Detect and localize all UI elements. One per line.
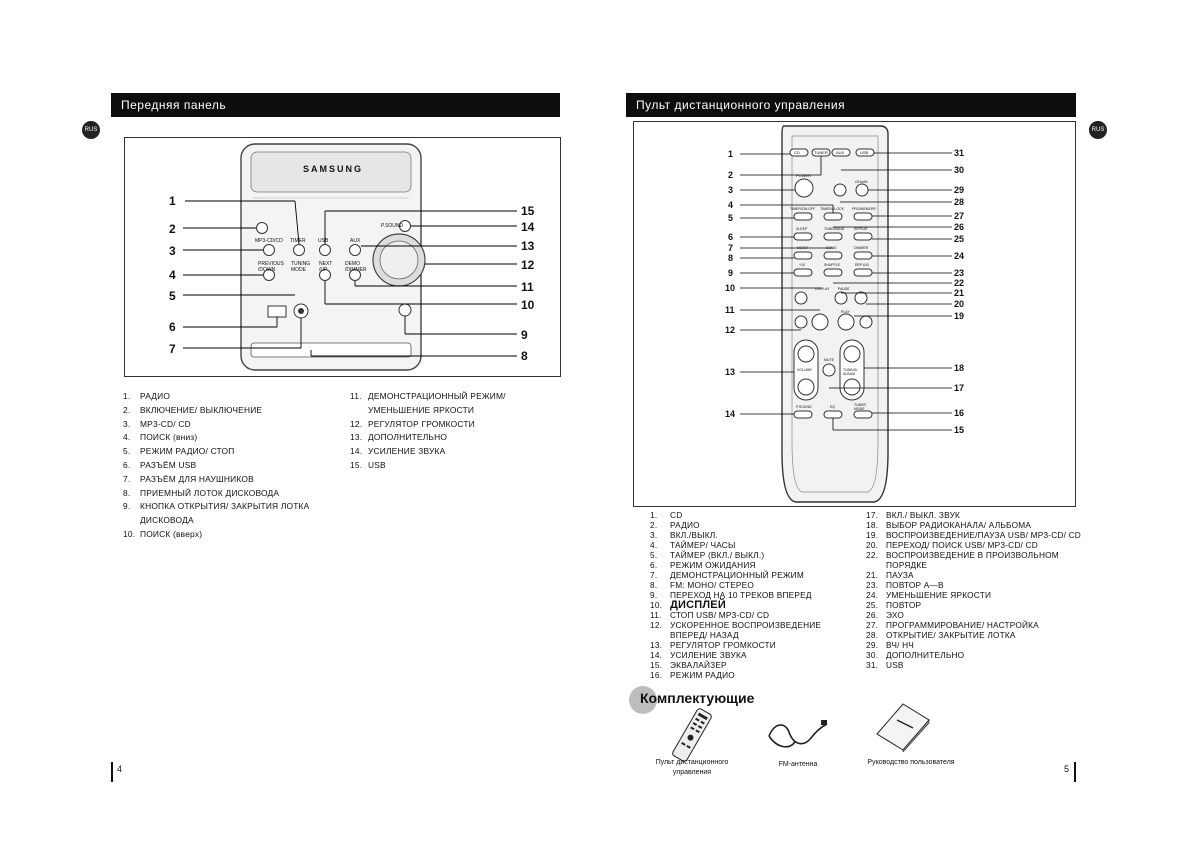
- list-item: 9. КНОПКА ОТКРЫТИЯ/ ЗАКРЫТИЯ ЛОТКА: [123, 501, 310, 512]
- remote-title: Пульт дистанционного управления: [636, 98, 846, 112]
- rc-callout-5: 5: [728, 213, 734, 223]
- callout-11: 11: [521, 280, 534, 294]
- remote-figure: [633, 121, 1076, 507]
- list-item: 26. ЭХО: [866, 610, 904, 620]
- list-item: 3. MP3-CD/ CD: [123, 418, 191, 429]
- accessory-antenna-caption: FM-антенна: [778, 761, 818, 768]
- remote-label-timer: TIMER/ON-OFF: [790, 207, 816, 211]
- callout-6: 6: [169, 320, 176, 334]
- rc-callout-9: 9: [728, 268, 734, 278]
- remote-label-demo: DEMO: [826, 246, 837, 250]
- rc-callout-30: 30: [954, 165, 965, 175]
- device-label-mp3cd: MP3-CD/CD: [255, 238, 283, 244]
- callout-3: 3: [169, 244, 176, 258]
- list-item: 18. ВЫБОР РАДИОКАНАЛА/ АЛЬБОМА: [866, 520, 1032, 530]
- callout-4: 4: [169, 268, 176, 282]
- list-item: 11. СТОП USB/ MP3-CD/ CD: [650, 610, 770, 620]
- list-item: 10. ПОИСК (вверх): [123, 528, 203, 539]
- device-label-aux: AUX: [350, 238, 361, 244]
- rc-callout-12: 12: [725, 325, 736, 335]
- list-item: 3. ВКЛ./ВЫКЛ.: [650, 530, 718, 540]
- callout-12: 12: [521, 258, 535, 272]
- list-item: 15. ЭКВАЛАЙЗЕР: [650, 660, 727, 670]
- accessory-manual-image: [873, 700, 933, 752]
- list-item: 1. РАДИО: [123, 391, 171, 401]
- list-item: 19. ВОСПРОИЗВЕДЕНИЕ/ПАУЗА USB/ MP3-CD/ CD: [866, 530, 1082, 540]
- remote-label-tuner: TUNER: [814, 150, 828, 155]
- list-item: 12. РЕГУЛЯТОР ГРОМКОСТИ: [350, 418, 475, 429]
- callout-15: 15: [521, 204, 535, 218]
- list-item: 24. УМЕНЬШЕНИЕ ЯРКОСТИ: [866, 590, 992, 600]
- accessory-manual-caption: Руководство пользователя: [867, 759, 955, 766]
- list-item: 29. ВЧ/ НЧ: [866, 640, 915, 650]
- remote-label-shuffle: SHUFFLE: [824, 263, 840, 267]
- list-item: 5. РЕЖИМ РАДИО/ СТОП: [123, 446, 235, 457]
- rc-callout-27: 27: [954, 211, 965, 221]
- callout-2: 2: [169, 222, 176, 236]
- remote-label-usb: USB: [860, 150, 869, 155]
- rc-callout-19: 19: [954, 311, 965, 321]
- page-number-left: 4: [117, 764, 123, 774]
- rc-callout-22: 22: [954, 278, 965, 288]
- callout-7: 7: [169, 342, 176, 356]
- rc-callout-17: 17: [954, 383, 965, 393]
- rc-callout-14: 14: [725, 409, 736, 419]
- rc-callout-31: 31: [954, 148, 965, 158]
- rc-callout-18: 18: [954, 363, 965, 373]
- rc-callout-1: 1: [728, 149, 734, 159]
- remote-label-program: PRG/MEMORY: [852, 207, 877, 211]
- list-item: 15. USB: [350, 459, 386, 470]
- rc-callout-11: 11: [725, 305, 735, 315]
- front-panel-list-col2: [350, 390, 560, 473]
- list-item: 10. ДИСПЛЕЙ: [650, 599, 726, 611]
- rc-callout-10: 10: [725, 283, 736, 293]
- rc-callout-2: 2: [728, 170, 734, 180]
- list-item: ПОРЯДКЕ: [886, 560, 928, 570]
- device-brand: SAMSUNG: [303, 164, 364, 174]
- callout-10: 10: [521, 298, 535, 312]
- rc-callout-3: 3: [728, 185, 734, 195]
- list-item: 13. ДОПОЛНИТЕЛЬНО: [350, 432, 448, 443]
- remote-label-pause: PAUSE: [838, 287, 850, 291]
- remote-label-aux: AUX: [836, 150, 845, 155]
- remote-label-tune: TUNE/BAND: [824, 227, 845, 231]
- remote-label-play: PLAY: [841, 310, 850, 314]
- list-item: 28. ОТКРЫТИЕ/ ЗАКРЫТИЕ ЛОТКА: [866, 630, 1016, 640]
- list-item: 14. УСИЛЕНИЕ ЗВУКА: [650, 650, 747, 660]
- device-label-psound: P.SOUND: [381, 223, 404, 229]
- callout-14: 14: [521, 220, 535, 234]
- front-panel-device-drawing: [125, 138, 562, 378]
- list-item: ВПЕРЕД/ НАЗАД: [670, 630, 739, 640]
- remote-label-cd: CD: [794, 150, 800, 155]
- device-label-timer: TIMER: [290, 238, 306, 244]
- page-bar-right: [1074, 762, 1076, 782]
- rc-callout-23: 23: [954, 268, 965, 278]
- list-item: 6. РАЗЪЁМ USB: [123, 459, 197, 470]
- rc-callout-15: 15: [954, 425, 965, 435]
- list-item: ДИСКОВОДА: [140, 515, 194, 526]
- remote-label-eq: EQ: [830, 405, 836, 409]
- list-item: 6. РЕЖИМ ОЖИДАНИЯ: [650, 560, 756, 570]
- remote-label-volume: VOLUME: [797, 368, 812, 372]
- device-label-demo: DEMO /DIMMER: [345, 261, 367, 273]
- device-label-next: NEXT /UP: [319, 261, 333, 273]
- list-item: 4. ТАЙМЕР/ ЧАСЫ: [650, 540, 736, 550]
- list-item: 21. ПАУЗА: [866, 570, 914, 580]
- list-item: 5. ТАЙМЕР (ВКЛ./ ВЫКЛ.): [650, 550, 765, 560]
- rus-badge-right: RUS: [1089, 121, 1107, 139]
- list-item: 4. ПОИСК (вниз): [123, 432, 198, 443]
- accessory-remote-caption: Пульт дистанционного управления: [655, 759, 729, 776]
- rc-callout-29: 29: [954, 185, 965, 195]
- list-item: УМЕНЬШЕНИЕ ЯРКОСТИ: [368, 404, 475, 415]
- page-number-right: 5: [1064, 764, 1070, 774]
- page-bar-left: [111, 762, 113, 782]
- list-item: 11. ДЕМОНСТРАЦИОННЫЙ РЕЖИМ/: [350, 391, 506, 401]
- front-panel-title-bar: [111, 93, 560, 117]
- list-item: 27. ПРОГРАММИРОВАНИЕ/ НАСТРОЙКА: [866, 620, 1039, 630]
- rc-callout-4: 4: [728, 200, 734, 210]
- list-item: 16. РЕЖИМ РАДИО: [650, 670, 735, 680]
- remote-label-sleep: SLEEP: [796, 227, 808, 231]
- remote-title-bar: [626, 93, 1076, 117]
- accessories-title: Комплектующие: [640, 690, 755, 706]
- list-item: 25. ПОВТОР: [866, 600, 922, 610]
- remote-label-plus10: +10: [799, 263, 805, 267]
- callout-5: 5: [169, 289, 176, 303]
- list-item: 14. УСИЛЕНИЕ ЗВУКА: [350, 446, 446, 457]
- callout-9: 9: [521, 328, 528, 342]
- rc-callout-26: 26: [954, 222, 965, 232]
- list-item: 2. РАДИО: [650, 520, 700, 530]
- rc-callout-28: 28: [954, 197, 965, 207]
- front-panel-list-col1: [123, 390, 343, 542]
- list-item: 20. ПЕРЕХОД/ ПОИСК USB/ MP3-CD/ CD: [866, 540, 1038, 550]
- rc-callout-16: 16: [954, 408, 965, 418]
- list-item: 1. CD: [650, 510, 683, 520]
- rc-callout-25: 25: [954, 234, 965, 244]
- rc-callout-24: 24: [954, 251, 965, 261]
- list-item: 8. ПРИЕМНЫЙ ЛОТОК ДИСКОВОДА: [123, 487, 280, 498]
- remote-label-ghz: GHz/M: [855, 179, 868, 184]
- device-label-usb: USB: [318, 238, 329, 244]
- list-item: 23. ПОВТОР A—B: [866, 580, 944, 590]
- remote-label-tunermode: TUNER MODE: [854, 403, 867, 411]
- list-item: 7. ДЕМОНСТРАЦИОННЫЙ РЕЖИМ: [650, 570, 804, 580]
- front-panel-figure: [124, 137, 561, 377]
- list-item: 8. FM: МОНО/ СТЕРЕО: [650, 580, 755, 590]
- list-item: 17. ВКЛ./ ВЫКЛ. ЗВУК: [866, 510, 961, 520]
- list-item: 30. ДОПОЛНИТЕЛЬНО: [866, 650, 965, 660]
- list-item: 9. ПЕРЕХОД НА 10 ТРЕКОВ ВПЕРЕД: [650, 590, 812, 600]
- remote-list-col2: [866, 510, 1081, 670]
- remote-label-display: DISPLAY: [815, 287, 830, 291]
- device-label-tuning: TUNING MODE: [291, 261, 311, 273]
- remote-label-power: POWER: [796, 173, 812, 178]
- remote-label-monost: MO/ST: [797, 246, 809, 250]
- callout-1: 1: [169, 194, 176, 208]
- rus-badge-left: RUS: [82, 121, 100, 139]
- rc-callout-8: 8: [728, 253, 734, 263]
- list-item: 12. УСКОРЕННОЕ ВОСПРОИЗВЕДЕНИЕ: [650, 620, 822, 630]
- rc-callout-7: 7: [728, 243, 734, 253]
- remote-label-repeat: REPEAT: [854, 227, 868, 231]
- remote-label-psound: P.SOUND: [796, 405, 812, 409]
- rc-callout-6: 6: [728, 232, 734, 242]
- rc-callout-13: 13: [725, 367, 736, 377]
- device-label-previous: PREVIOUS /DOWN: [258, 261, 284, 273]
- callout-8: 8: [521, 349, 528, 363]
- front-panel-title: Передняя панель: [121, 98, 227, 112]
- remote-label-mute: MUTE: [824, 358, 834, 362]
- callout-13: 13: [521, 239, 535, 253]
- accessory-antenna-image: [765, 718, 829, 754]
- remote-label-tuningalbum: TUNING/ ALBUM: [843, 368, 858, 376]
- remote-label-timerclock: TIMER/CLOCK: [820, 207, 844, 211]
- rc-callout-20: 20: [954, 299, 965, 309]
- remote-list-col1: [650, 510, 865, 680]
- list-item: 13. РЕГУЛЯТОР ГРОМКОСТИ: [650, 640, 776, 650]
- rc-callout-21: 21: [954, 288, 965, 298]
- list-item: 31. USB: [866, 660, 904, 670]
- list-item: 2. ВКЛЮЧЕНИЕ/ ВЫКЛЮЧЕНИЕ: [123, 404, 263, 415]
- remote-label-dimmer: DIMMER: [854, 246, 869, 250]
- remote-label-repab: REP A-B: [855, 263, 869, 267]
- accessory-remote-image: [668, 706, 716, 764]
- list-item: 7. РАЗЪЁМ ДЛЯ НАУШНИКОВ: [123, 473, 254, 484]
- list-item: 22. ВОСПРОИЗВЕДЕНИЕ В ПРОИЗВОЛЬНОМ: [866, 550, 1059, 560]
